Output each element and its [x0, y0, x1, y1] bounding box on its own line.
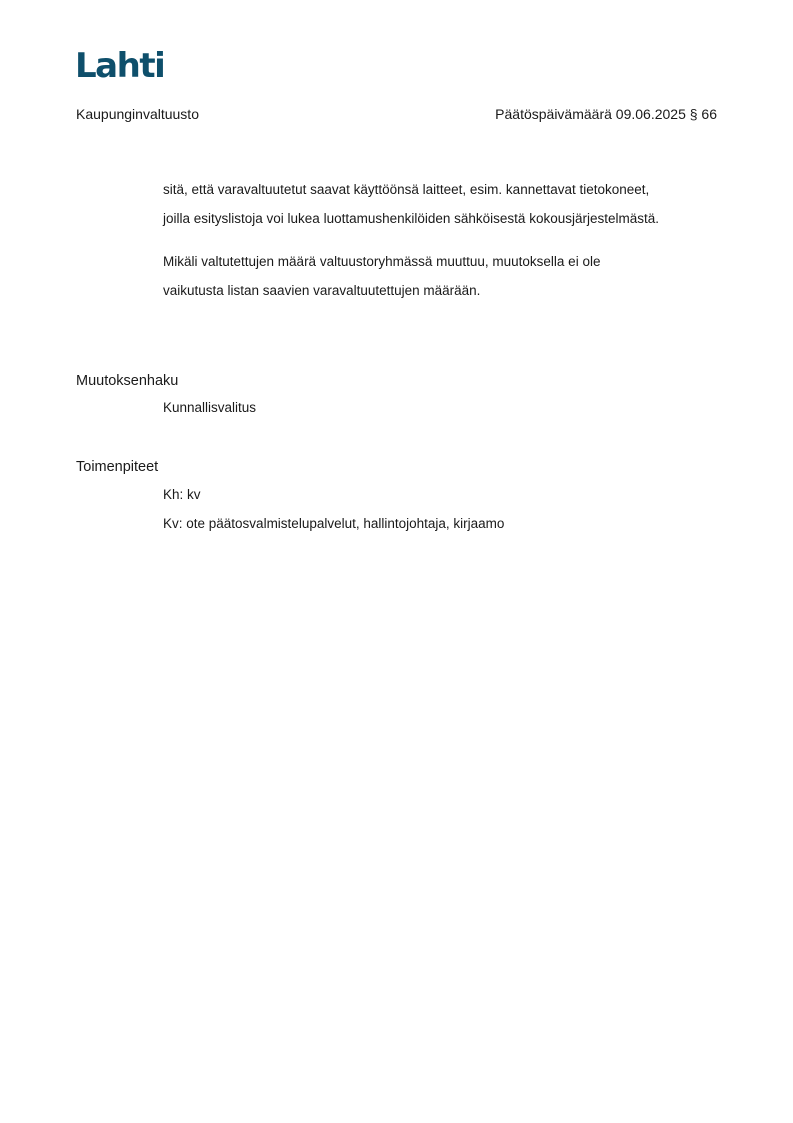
- paragraph-line: joilla esityslistoja voi lukea luottamushenkilöiden sähköisestä kokousjärjestelmästä.: [163, 211, 659, 226]
- paragraph-line: vaikutusta listan saavien varavaltuutettujen määrään.: [163, 283, 481, 298]
- organ-name: Kaupunginvaltuusto: [76, 106, 199, 122]
- paragraph-line: Mikäli valtutettujen määrä valtuustoryhmässä muuttuu, muutoksella ei ole: [163, 254, 601, 269]
- svg-text:Lahti: Lahti: [75, 47, 165, 81]
- lahti-logo: [75, 47, 167, 86]
- paragraph-group-change: [163, 247, 738, 305]
- actions-line: Kv: ote päätosvalmistelupalvelut, hallintojohtaja, kirjaamo: [163, 516, 505, 531]
- decision-date: Päätöspäivämäärä 09.06.2025 § 66: [495, 106, 717, 122]
- lahti-logo-mark: [75, 47, 167, 81]
- appeal-heading: Muutoksenhaku: [76, 373, 179, 389]
- appeal-text: Kunnallisvalitus: [163, 400, 257, 415]
- paragraph-devices: [163, 175, 738, 233]
- actions-line: Kh: kv: [163, 487, 201, 502]
- actions-heading: Toimenpiteet: [76, 459, 159, 475]
- paragraph-line: sitä, että varavaltuutetut saavat käyttöönsä laitteet, esim. kannettavat tietokoneet,: [163, 182, 650, 197]
